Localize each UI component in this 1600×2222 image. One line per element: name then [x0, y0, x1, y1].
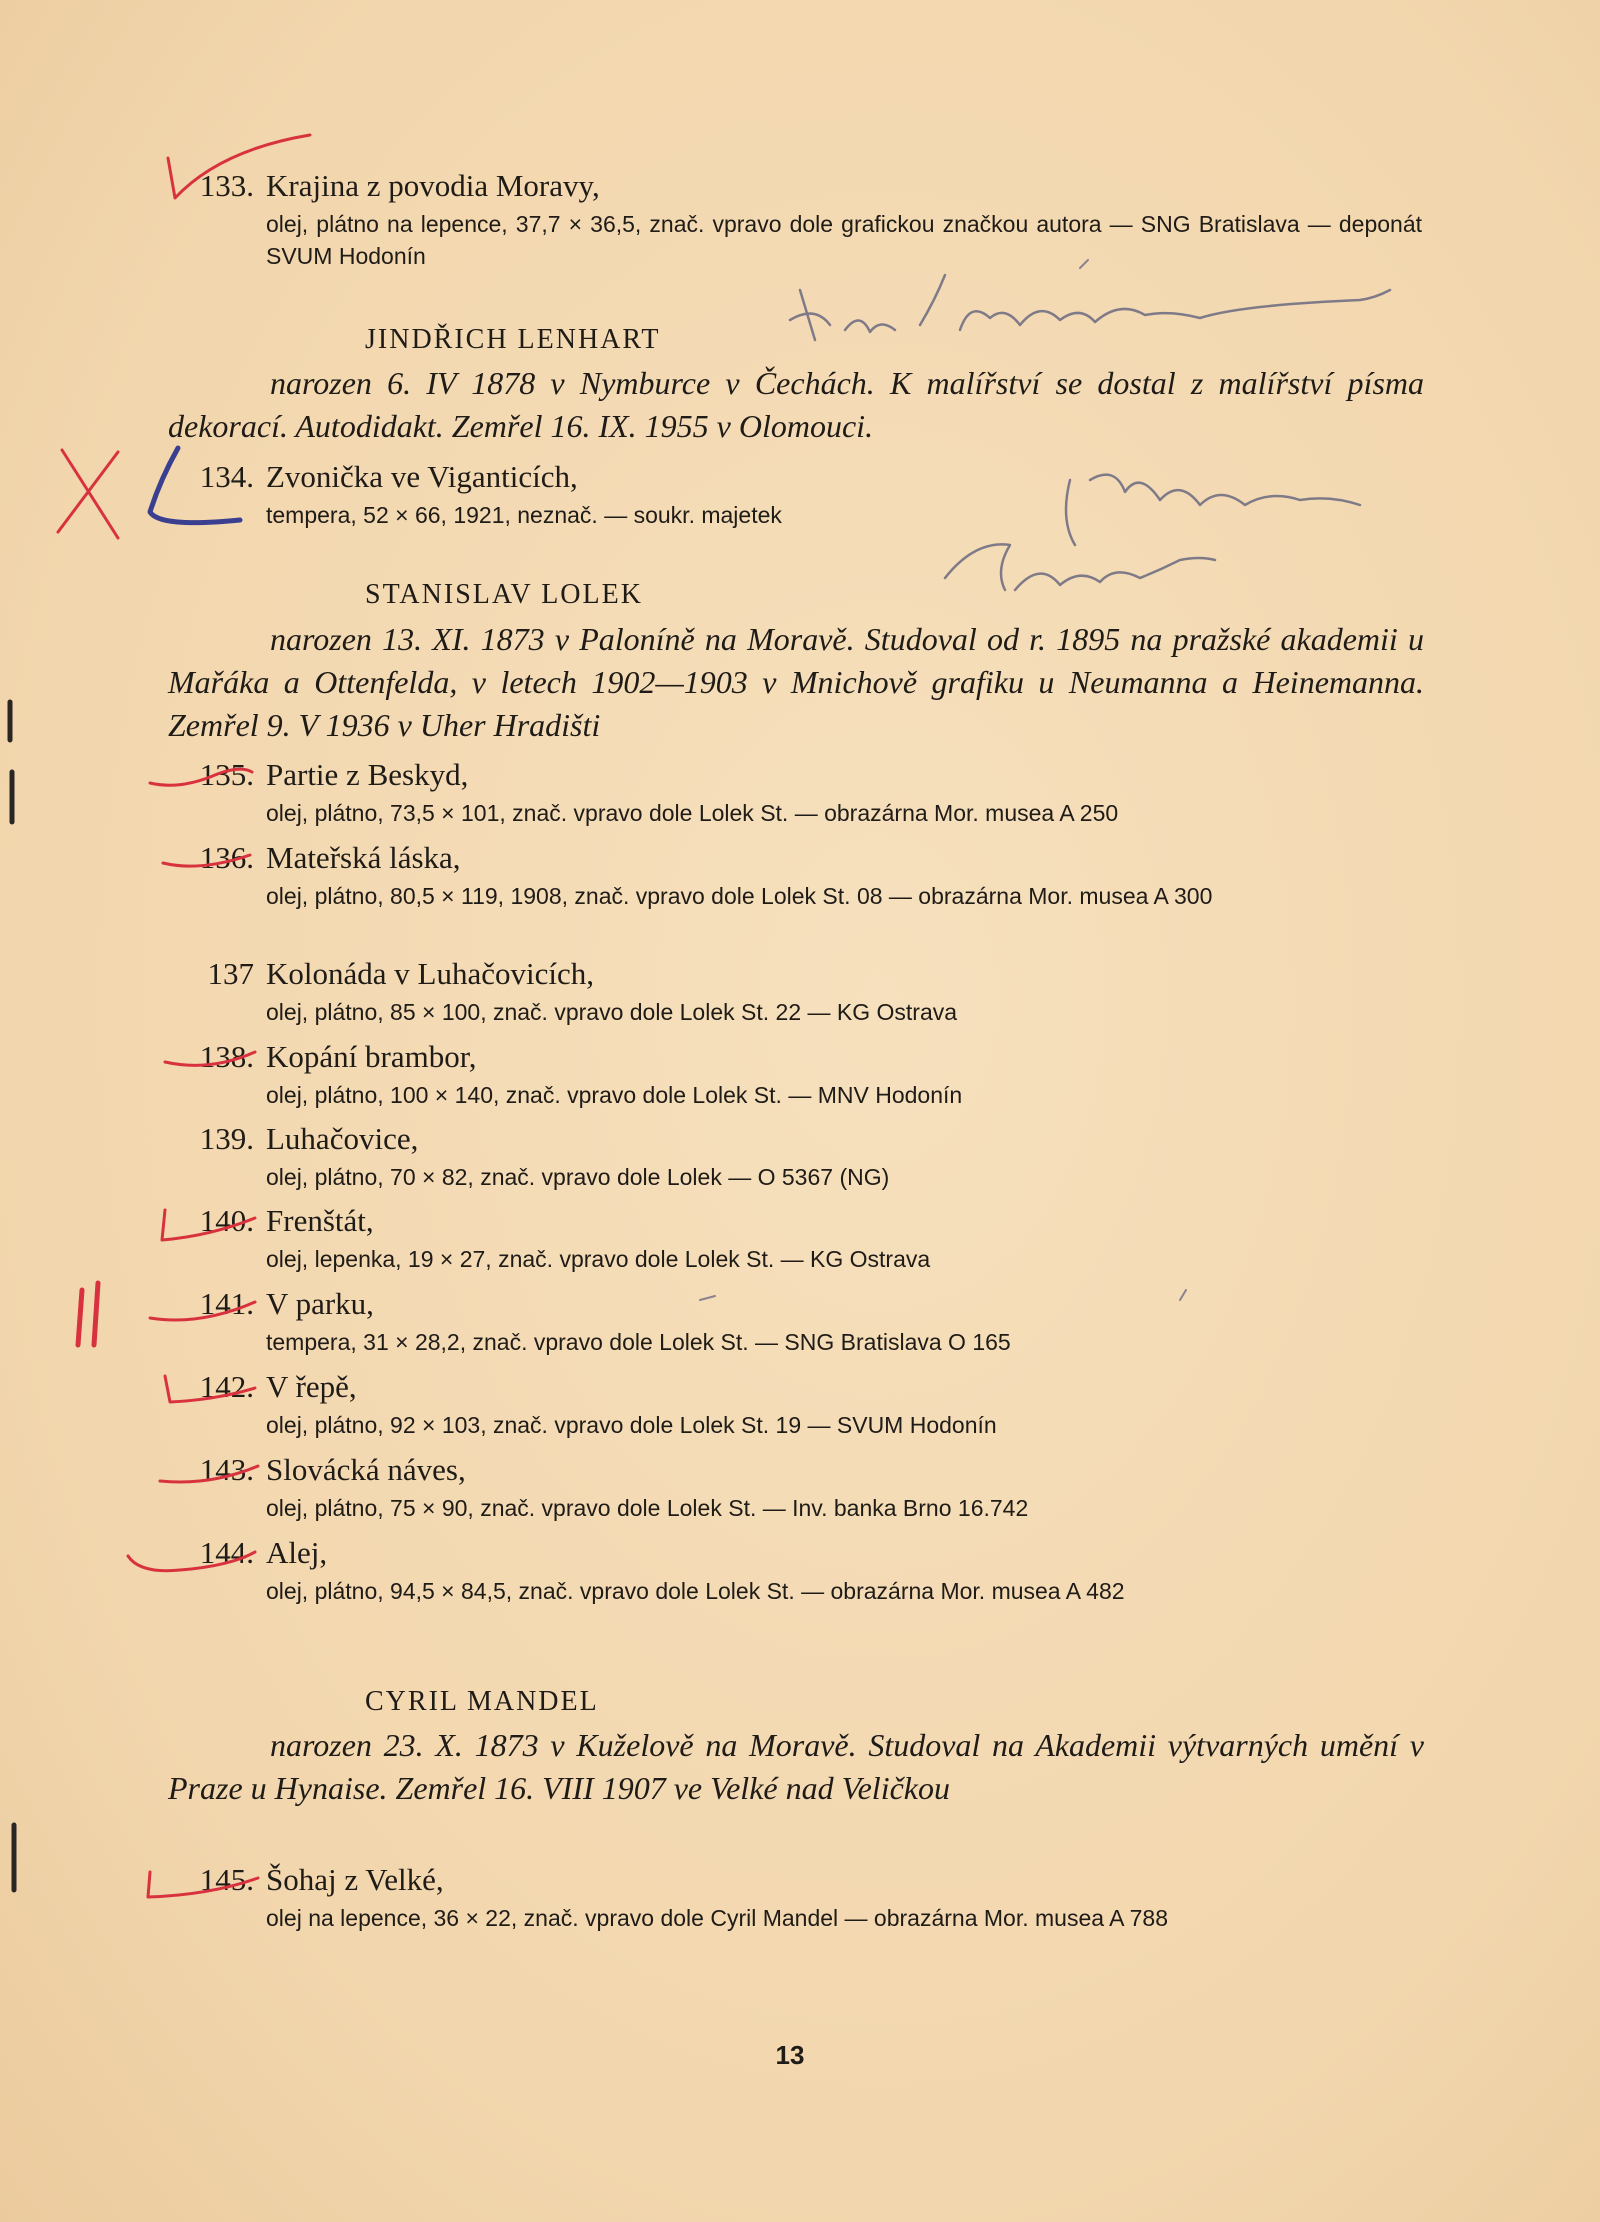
- entry-title: Mateřská láska,: [266, 840, 461, 875]
- entry-number: 133.: [199, 168, 254, 203]
- entry-detail: olej, plátno, 85 × 100, znač. vpravo dole Lolek St. 22 — KG Ostrava: [266, 999, 958, 1025]
- entry-number: 136.: [199, 840, 254, 875]
- blue-bracket-mark: [150, 448, 240, 523]
- entry-title: Šohaj z Velké,: [266, 1862, 444, 1897]
- artist-bio-lolek: narozen 13. XI. 1873 v Paloníně na Moravě. Studoval od r. 1895 na pražské akademii u Mařáka a Ottenfelda, v letech 1902—1903 v Mnichově grafiku u Neumanna a Heinemanna. Zemřel 9. V 1936 v Uher Hradišti: [168, 621, 1424, 743]
- red-x-mark: [58, 450, 118, 538]
- entry-title: Luhačovice,: [266, 1121, 419, 1156]
- entry-detail: olej, plátno, 80,5 × 119, 1908, znač. vpravo dole Lolek St. 08 — obrazárna Mor. musea A 300: [266, 883, 1213, 909]
- entry-number: 140.: [199, 1203, 254, 1238]
- entry-title: Zvonička ve Viganticích,: [266, 459, 578, 494]
- red-double-stroke: [78, 1283, 98, 1345]
- entry-detail: olej, plátno, 100 × 140, znač. vpravo dole Lolek St. — MNV Hodonín: [266, 1082, 963, 1108]
- entry-detail: olej, plátno, 75 × 90, znač. vpravo dole Lolek St. — Inv. banka Brno 16.742: [266, 1495, 1029, 1521]
- entry-number: 135.: [199, 757, 254, 792]
- entry-title: Partie z Beskyd,: [266, 757, 469, 792]
- red-check-mark: [150, 769, 252, 785]
- entry-number: 137: [207, 956, 254, 991]
- entry-number: 145.: [199, 1862, 254, 1897]
- entry-title: Kolonáda v Luhačovicích,: [266, 956, 594, 991]
- entry-number: 134.: [199, 459, 254, 494]
- entry-detail: olej, plátno, 73,5 × 101, znač. vpravo dole Lolek St. — obrazárna Mor. musea A 250: [266, 800, 1119, 826]
- entry-title: Slovácká náves,: [266, 1452, 466, 1487]
- entry-detail: olej, lepenka, 19 × 27, znač. vpravo dole Lolek St. — KG Ostrava: [266, 1246, 931, 1272]
- pencil-signature-lolek: [945, 544, 1215, 590]
- entry-number: 143.: [199, 1452, 254, 1487]
- entry-number: 141.: [199, 1286, 254, 1321]
- entry-number: 139.: [199, 1121, 254, 1156]
- entry-number: 138.: [199, 1039, 254, 1074]
- entry-number: 142.: [199, 1369, 254, 1404]
- page-number: 13: [775, 2040, 805, 2070]
- red-check-mark: [148, 1872, 258, 1897]
- pencil-signature-lenhart: [790, 275, 1390, 340]
- entry-detail: olej, plátno, 92 × 103, znač. vpravo dole Lolek St. 19 — SVUM Hodonín: [266, 1412, 997, 1438]
- red-check-mark: [168, 135, 310, 198]
- red-check-mark: [128, 1552, 255, 1571]
- pencil-tick: [700, 260, 1186, 1300]
- entry-title: V parku,: [266, 1286, 374, 1321]
- red-check-mark: [150, 1302, 255, 1320]
- entry-detail: tempera, 31 × 28,2, znač. vpravo dole Lolek St. — SNG Bratislava O 165: [266, 1329, 1011, 1355]
- entry-detail: olej na lepence, 36 × 22, znač. vpravo dole Cyril Mandel — obrazárna Mor. musea A 788: [266, 1905, 1168, 1931]
- artist-bio-mandel: narozen 23. X. 1873 v Kuželově na Moravě. Studoval na Akademii výtvarných umění v Praze u Hynaise. Zemřel 16. VIII 1907 ve Velké nad Veličkou: [168, 1727, 1424, 1806]
- margin-bar: [10, 702, 14, 1890]
- red-check-mark: [162, 1210, 255, 1240]
- artist-bio-lenhart: narozen 6. IV 1878 v Nymburce v Čechách. K malířství se dostal z malířství písma dekorací. Autodidakt. Zemřel 16. IX. 1955 v Olomouci.: [168, 365, 1424, 444]
- entry-detail: olej, plátno, 94,5 × 84,5, znač. vpravo dole Lolek St. — obrazárna Mor. musea A 482: [266, 1578, 1125, 1604]
- red-check-mark: [160, 1466, 258, 1482]
- entry-detail: olej, plátno na lepence, 37,7 × 36,5, znač. vpravo dole grafickou značkou autora — SNG Bratislava — deponát SVUM Hodonín: [266, 211, 1422, 269]
- entry-title: V řepě,: [266, 1369, 357, 1404]
- entry-title: Frenštát,: [266, 1203, 374, 1238]
- red-check-mark: [165, 1376, 255, 1402]
- entry-title: Krajina z povodia Moravy,: [266, 168, 600, 203]
- pencil-signature-lolek: [1066, 475, 1360, 545]
- entry-number: 144.: [199, 1535, 254, 1570]
- entry-detail: olej, plátno, 70 × 82, znač. vpravo dole Lolek — O 5367 (NG): [266, 1164, 890, 1190]
- red-check-mark: [165, 1052, 255, 1065]
- artist-name-lolek: STANISLAV LOLEK: [365, 579, 643, 610]
- artist-name-mandel: CYRIL MANDEL: [365, 1686, 599, 1717]
- entry-detail: tempera, 52 × 66, 1921, neznač. — soukr. majetek: [266, 502, 782, 528]
- artist-name-lenhart: JINDŘICH LENHART: [365, 324, 661, 355]
- entry-title: Alej,: [266, 1535, 328, 1570]
- entry-title: Kopání brambor,: [266, 1039, 477, 1074]
- red-check-mark: [163, 855, 250, 866]
